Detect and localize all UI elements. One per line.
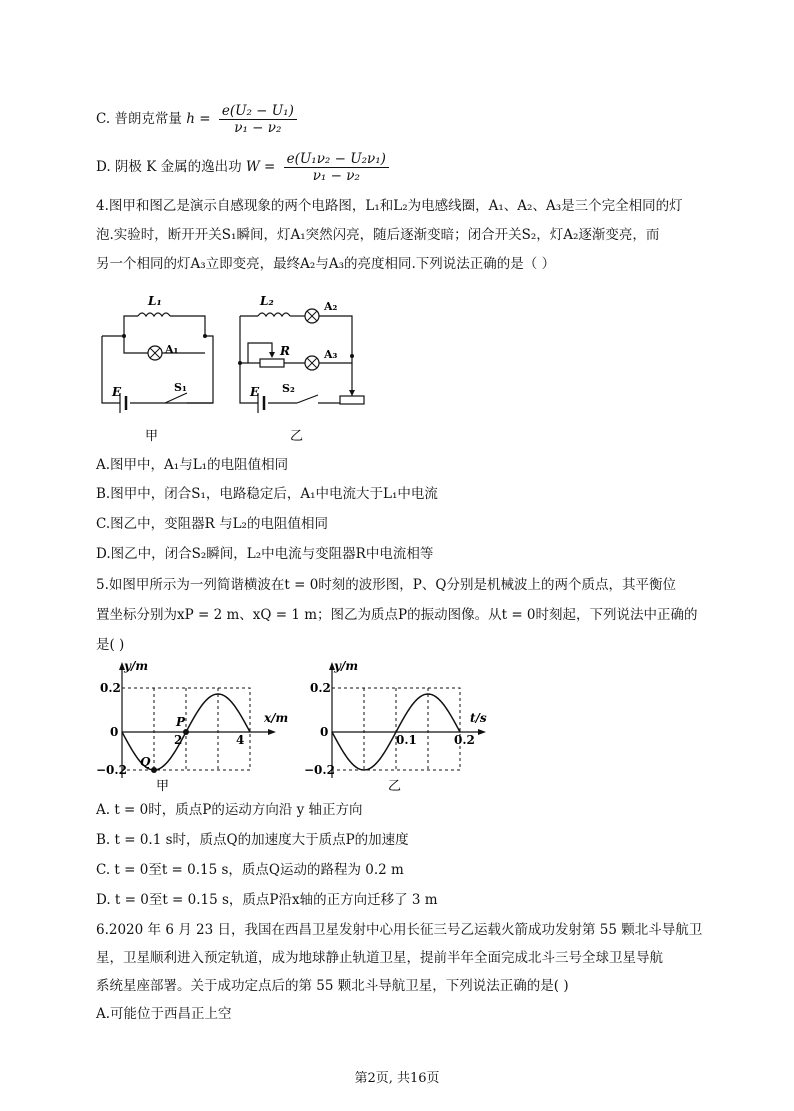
caption-jia-graph: 甲 [156, 779, 170, 794]
label-s1: S₁ [174, 381, 187, 394]
yi-xlabel: t/s [470, 711, 487, 725]
yi-ylabel: y/m [334, 660, 359, 673]
graph-jia [96, 660, 288, 794]
q3-option-c [96, 103, 297, 136]
q4-stem-line1: 4.图甲和图乙是演示自感现象的两个电路图，L₁和L₂为电感线圈，A₁、A₂、A₃是三个完全相同的灯 [96, 198, 683, 214]
caption-yi: 乙 [290, 429, 304, 444]
q3-option-d-fraction [284, 151, 389, 184]
q3-option-c-denominator: ν₁ − ν₂ [234, 120, 282, 136]
label-r: R [280, 344, 290, 358]
rheostat-slider-arrow [269, 352, 275, 358]
label-a3: A₃ [324, 348, 338, 361]
graph-yi [304, 660, 487, 794]
point-q [151, 767, 157, 773]
q3-option-d [96, 151, 389, 184]
lamp-a1 [148, 346, 162, 360]
q5-stem-line2: 置坐标分别为xP = 2 m、xQ = 1 m；图乙为质点P的振动图像。从t = 0时刻起，下列说法中正确的 [96, 607, 698, 623]
caption-jia: 甲 [145, 429, 159, 444]
label-e-right: E [250, 385, 260, 399]
q5-option-d: D. t = 0至t = 0.15 s，质点P沿x轴的正方向迁移了 3 m [96, 892, 438, 908]
q6-stem-line1: 6.2020 年 6 月 23 日，我国在西昌卫星发射中心用长征三号乙运载火箭成功发射第 55 颗北斗导航卫 [96, 922, 703, 938]
q3-option-c-lhs: h = [186, 111, 211, 127]
yi-xtick-02: 0.2 [454, 733, 475, 747]
label-l1: L₁ [148, 294, 162, 308]
inductor-l1-coil [138, 313, 170, 316]
label-e-left: E [112, 385, 122, 399]
q6-stem-line3: 系统星座部署。关于成功定点后的第 55 颗北斗导航卫星，下列说法正确的是( ) [96, 978, 569, 994]
jia-label-q: Q [140, 755, 151, 769]
jia-origin: 0 [110, 725, 119, 739]
q3-option-c-label: C. 普朗克常量 [96, 111, 182, 127]
q5-option-b: B. t = 0.1 s时，质点Q的加速度大于质点P的加速度 [96, 832, 409, 848]
label-s2: S₂ [282, 382, 295, 395]
label-a2: A₂ [324, 300, 338, 313]
q4-option-c: C.图乙中，变阻器R 与L₂的电阻值相同 [96, 516, 328, 532]
jia-ytick-min: −0.2 [96, 763, 127, 777]
yi-ytick-max: 0.2 [310, 681, 331, 695]
q3-option-d-numerator: e(U₁ν₂ − U₂ν₁) [284, 151, 389, 168]
label-l2: L₂ [260, 294, 274, 308]
page-footer: 第2页, 共16页 [354, 1071, 440, 1086]
q4-stem-line2: 泡.实验时，断开开关S₁瞬间，灯A₁突然闪亮，随后逐渐变暗；闭合开关S₂，灯A₂逐渐变亮，而 [96, 227, 660, 243]
switch-arrow [349, 390, 355, 396]
q3-option-c-numerator: e(U₂ − U₁) [219, 103, 297, 120]
q3-option-d-lhs: W = [245, 159, 276, 175]
jia-xlabel: x/m [264, 711, 289, 725]
jia-ytick-max: 0.2 [100, 681, 121, 695]
yi-origin: 0 [320, 725, 329, 739]
label-a1: A₁ [165, 343, 179, 356]
lamp-a3 [305, 356, 319, 370]
q3-option-d-label: D. 阴极 K 金属的逸出功 [96, 159, 242, 175]
jia-ylabel: y/m [124, 660, 149, 673]
jia-label-p: P [176, 715, 186, 729]
q5-option-a: A. t = 0时，质点P的运动方向沿 y 轴正方向 [96, 802, 363, 818]
q4-option-d: D.图乙中，闭合S₂瞬间，L₂中电流与变阻器R中电流相等 [96, 546, 434, 562]
caption-yi-graph: 乙 [388, 779, 402, 794]
q4-option-a: A.图甲中，A₁与L₁的电阻值相同 [96, 457, 289, 473]
q5-stem-line3: 是( ) [96, 637, 125, 653]
q3-option-c-fraction [219, 103, 297, 136]
q5-wave-graphs [96, 660, 496, 795]
q6-option-a: A.可能位于西昌正上空 [96, 1006, 232, 1022]
jia-xtick-2: 2 [174, 733, 183, 747]
q4-circuit-figure [90, 283, 380, 448]
q3-option-d-denominator: ν₁ − ν₂ [312, 168, 360, 184]
point-p [183, 729, 189, 735]
yi-ytick-min: −0.2 [304, 763, 335, 777]
yi-xtick-01: 0.1 [396, 733, 417, 747]
q5-stem-line1: 5.如图甲所示为一列简谐横波在t = 0时刻的波形图，P、Q分别是机械波上的两个质点，其平衡位 [96, 577, 676, 593]
jia-xtick-4: 4 [236, 733, 245, 747]
q4-stem-line3: 另一个相同的灯A₃立即变亮，最终A₂与A₃的亮度相同.下列说法正确的是（ ） [96, 256, 556, 272]
q6-stem-line2: 星，卫星顺利进入预定轨道，成为地球静止轨道卫星，提前半年全面完成北斗三号全球卫星导航 [96, 950, 663, 966]
lamp-a2 [305, 309, 319, 323]
q4-option-b: B.图甲中，闭合S₁，电路稳定后，A₁中电流大于L₁中电流 [96, 486, 438, 502]
q5-option-c: C. t = 0至t = 0.15 s，质点Q运动的路程为 0.2 m [96, 862, 404, 878]
